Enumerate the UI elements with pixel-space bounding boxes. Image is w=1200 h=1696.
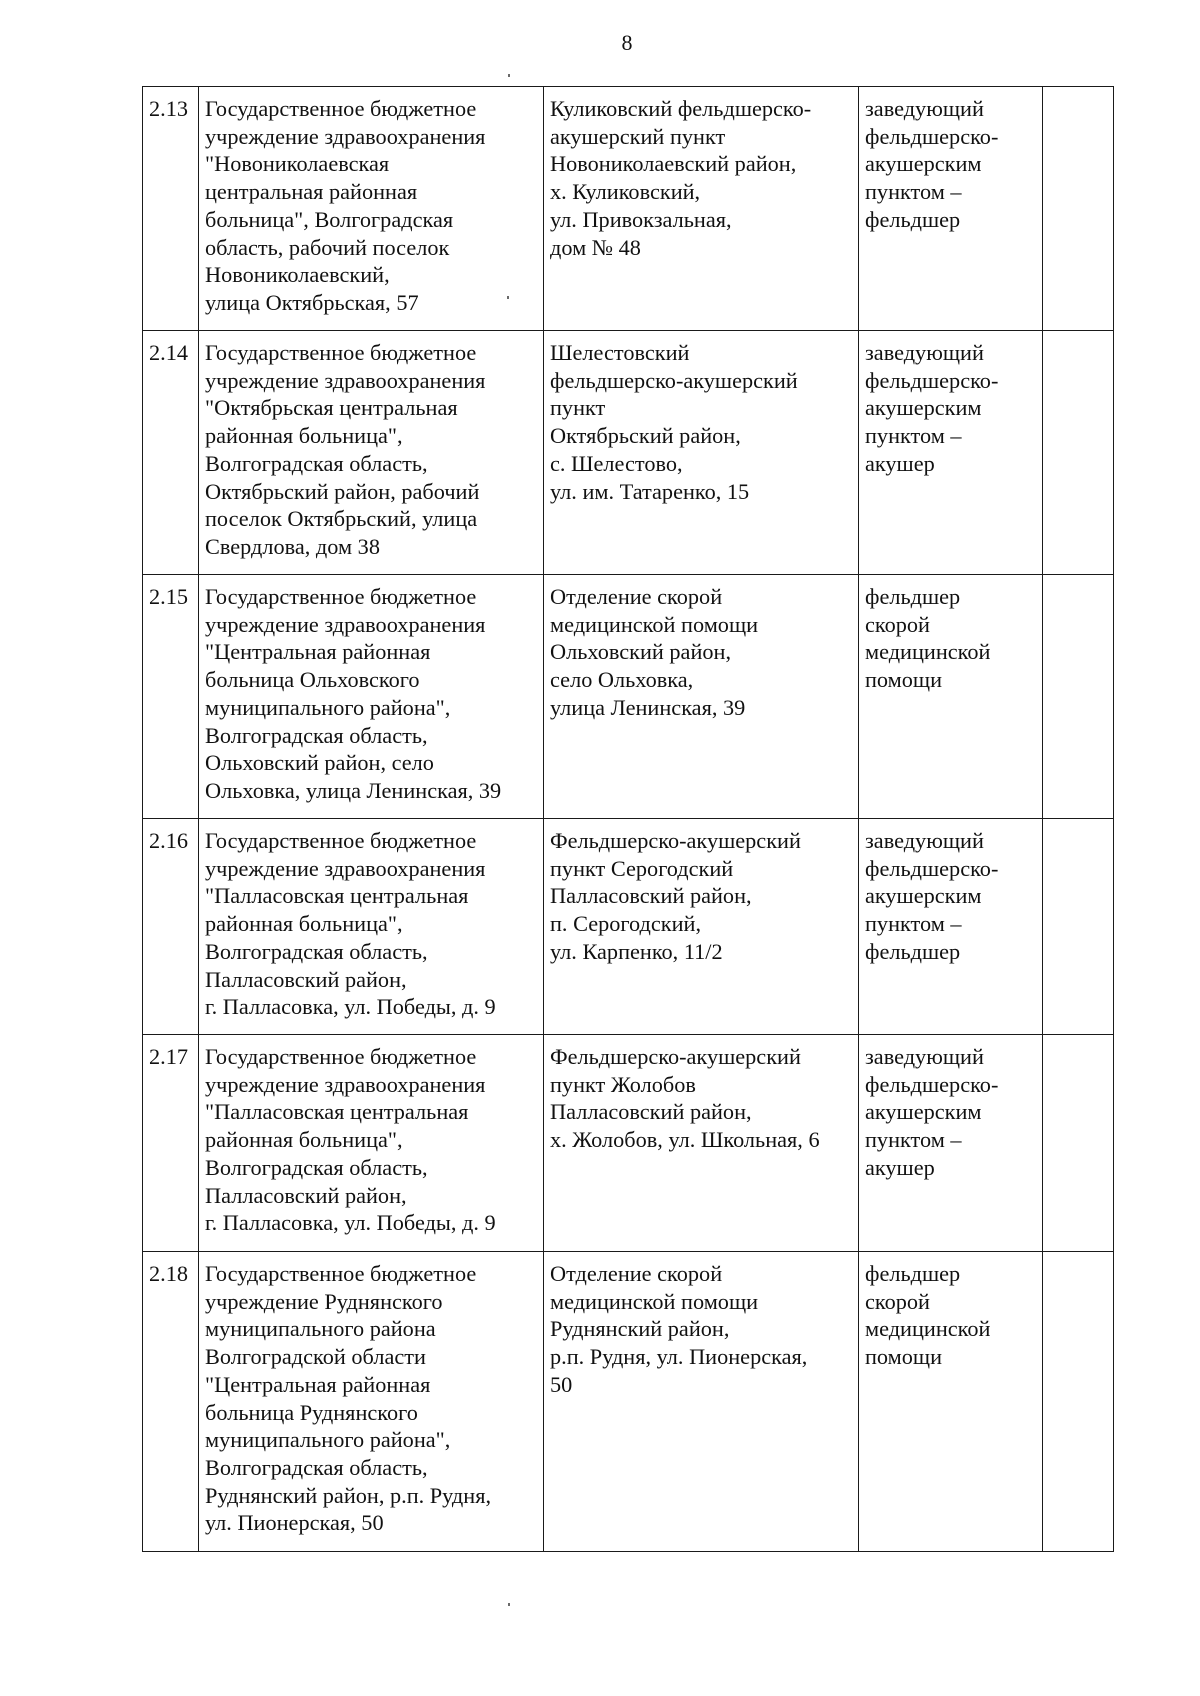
position-line: фельдшерско- bbox=[865, 855, 999, 881]
organization-line: Палласовский район, bbox=[205, 1182, 407, 1208]
row-number-cell bbox=[143, 1252, 199, 1552]
row-number-cell bbox=[143, 819, 199, 1035]
position-line: фельдшерско- bbox=[865, 123, 999, 149]
row-number: 2.18 bbox=[149, 1261, 189, 1286]
position-line: скорой bbox=[865, 611, 930, 637]
organization-line: Государственное бюджетное bbox=[205, 96, 477, 121]
organization-line: поселок Октябрьский, улица bbox=[205, 506, 478, 532]
row-number-cell bbox=[143, 1035, 199, 1252]
table-row bbox=[143, 819, 1114, 1035]
organization-line: Государственное бюджетное bbox=[205, 1044, 477, 1069]
workplace-line: с. Шелестово, bbox=[550, 450, 683, 476]
organization-line: Волгоградская область, bbox=[205, 1454, 428, 1480]
workplace-line: пункт Серогодский bbox=[550, 855, 734, 881]
organization-line: районная больница", bbox=[205, 911, 403, 937]
position-line: фельдшер bbox=[865, 206, 961, 232]
position-cell bbox=[859, 1252, 1043, 1552]
workplace-line: дом № 48 bbox=[550, 234, 641, 260]
workplace-line: акушерский пункт bbox=[550, 123, 726, 149]
organization-line: Государственное бюджетное bbox=[205, 584, 477, 609]
organization-line: Волгоградская область, bbox=[205, 938, 428, 964]
row-number: 2.15 bbox=[149, 584, 189, 609]
organization-line: Волгоградская область, bbox=[205, 722, 428, 748]
organization-line: муниципального района", bbox=[205, 694, 451, 720]
table-row bbox=[143, 1252, 1114, 1552]
organization-line: районная больница", bbox=[205, 1127, 403, 1153]
position-line: акушерским bbox=[865, 883, 982, 909]
workplace-line: Шелестовский bbox=[550, 340, 690, 365]
position-cell bbox=[859, 1035, 1043, 1252]
organization-line: учреждение здравоохранения bbox=[205, 367, 486, 393]
position-line: заведующий bbox=[865, 96, 984, 121]
organization-line: Волгоградская область, bbox=[205, 1154, 428, 1180]
workplace-line: Руднянский район, bbox=[550, 1316, 730, 1342]
row-number-cell bbox=[143, 87, 199, 331]
organization-line: муниципального района", bbox=[205, 1427, 451, 1453]
blank-cell bbox=[1043, 1035, 1114, 1252]
organization-line: Ольховка, улица Ленинская, 39 bbox=[205, 777, 502, 803]
workplace-line: село Ольховка, bbox=[550, 667, 694, 693]
position-cell bbox=[859, 87, 1043, 331]
organization-line: центральная районная bbox=[205, 179, 418, 205]
organization-line: районная больница", bbox=[205, 423, 403, 449]
position-line: помощи bbox=[865, 667, 943, 693]
row-number: 2.16 bbox=[149, 828, 189, 853]
organization-line: учреждение здравоохранения bbox=[205, 855, 486, 881]
position-line: акушерским bbox=[865, 395, 982, 421]
workplace-line: ул. Привокзальная, bbox=[550, 206, 732, 232]
table-row bbox=[143, 575, 1114, 819]
organization-line: г. Палласовка, ул. Победы, д. 9 bbox=[205, 1210, 496, 1236]
position-cell bbox=[859, 331, 1043, 575]
scan-speck bbox=[507, 296, 509, 299]
scan-speck bbox=[508, 1603, 510, 1606]
workplace-line: х. Жолобов, ул. Школьная, 6 bbox=[550, 1127, 820, 1153]
organization-line: Руднянский район, р.п. Рудня, bbox=[205, 1482, 492, 1508]
organization-line: Октябрьский район, рабочий bbox=[205, 478, 480, 504]
position-line: заведующий bbox=[865, 1044, 984, 1069]
workplace-line: ул. Карпенко, 11/2 bbox=[550, 938, 723, 964]
organization-line: больница", Волгоградская bbox=[205, 206, 454, 232]
workplace-line: Палласовский район, bbox=[550, 1099, 752, 1125]
organization-line: "Новониколаевская bbox=[205, 151, 390, 177]
position-line: пунктом – bbox=[865, 1127, 962, 1153]
organization-line: г. Палласовка, ул. Победы, д. 9 bbox=[205, 994, 496, 1020]
organization-line: учреждение здравоохранения bbox=[205, 611, 486, 637]
workplace-line: пункт Жолобов bbox=[550, 1071, 696, 1097]
blank-cell bbox=[1043, 819, 1114, 1035]
organization-line: Государственное бюджетное bbox=[205, 340, 477, 365]
position-line: скорой bbox=[865, 1288, 930, 1314]
organization-cell bbox=[199, 331, 544, 575]
organization-cell bbox=[199, 575, 544, 819]
organization-line: больница Руднянского bbox=[205, 1399, 418, 1425]
position-line: помощи bbox=[865, 1344, 943, 1370]
workplace-line: Новониколаевский район, bbox=[550, 151, 797, 177]
workplace-cell bbox=[544, 1035, 859, 1252]
organization-line: улица Октябрьская, 57 bbox=[205, 289, 419, 315]
position-line: акушер bbox=[865, 1154, 935, 1180]
page-number: 8 bbox=[621, 30, 633, 55]
organization-line: ул. Пионерская, 50 bbox=[205, 1510, 384, 1536]
workplace-line: 50 bbox=[550, 1371, 573, 1397]
organization-line: "Центральная районная bbox=[205, 639, 431, 665]
organization-line: Государственное бюджетное bbox=[205, 828, 477, 853]
blank-cell bbox=[1043, 1252, 1114, 1552]
position-line: пунктом – bbox=[865, 423, 962, 449]
position-line: фельдшер bbox=[865, 1261, 961, 1286]
organization-cell bbox=[199, 1252, 544, 1552]
position-cell bbox=[859, 575, 1043, 819]
position-line: заведующий bbox=[865, 340, 984, 365]
scan-speck bbox=[508, 74, 510, 77]
workplace-line: Ольховский район, bbox=[550, 639, 732, 665]
workplace-cell bbox=[544, 331, 859, 575]
organization-line: Свердлова, дом 38 bbox=[205, 533, 380, 559]
row-number: 2.14 bbox=[149, 340, 189, 365]
position-line: фельдшер bbox=[865, 938, 961, 964]
workplace-line: улица Ленинская, 39 bbox=[550, 694, 746, 720]
position-line: медицинской bbox=[865, 639, 991, 665]
organization-line: муниципального района bbox=[205, 1316, 436, 1342]
organization-line: Волгоградская область, bbox=[205, 450, 428, 476]
organization-cell bbox=[199, 819, 544, 1035]
position-line: заведующий bbox=[865, 828, 984, 853]
row-number-cell bbox=[143, 331, 199, 575]
workplace-line: медицинской помощи bbox=[550, 1288, 759, 1314]
organization-line: Новониколаевский, bbox=[205, 262, 390, 288]
blank-cell bbox=[1043, 575, 1114, 819]
organization-line: "Палласовская центральная bbox=[205, 883, 469, 909]
organization-cell bbox=[199, 1035, 544, 1252]
registry-table bbox=[142, 86, 1114, 1552]
workplace-line: Отделение скорой bbox=[550, 584, 723, 609]
position-line: акушерским bbox=[865, 1099, 982, 1125]
position-line: акушер bbox=[865, 450, 935, 476]
position-line: медицинской bbox=[865, 1316, 991, 1342]
organization-line: больница Ольховского bbox=[205, 667, 420, 693]
organization-cell bbox=[199, 87, 544, 331]
workplace-line: х. Куликовский, bbox=[550, 179, 701, 205]
organization-line: Волгоградской области bbox=[205, 1344, 426, 1370]
position-line: фельдшерско- bbox=[865, 1071, 999, 1097]
registry-table-body bbox=[143, 87, 1114, 1552]
workplace-cell bbox=[544, 1252, 859, 1552]
workplace-line: фельдшерско-акушерский bbox=[550, 367, 798, 393]
organization-line: учреждение Руднянского bbox=[205, 1288, 443, 1314]
position-line: пунктом – bbox=[865, 911, 962, 937]
row-number: 2.17 bbox=[149, 1044, 189, 1069]
row-number: 2.13 bbox=[149, 96, 189, 121]
organization-line: Палласовский район, bbox=[205, 966, 407, 992]
workplace-line: Фельдшерско-акушерский bbox=[550, 828, 801, 853]
table-row bbox=[143, 87, 1114, 331]
position-cell bbox=[859, 819, 1043, 1035]
organization-line: учреждение здравоохранения bbox=[205, 1071, 486, 1097]
organization-line: "Октябрьская центральная bbox=[205, 395, 458, 421]
organization-line: "Палласовская центральная bbox=[205, 1099, 469, 1125]
row-number-cell bbox=[143, 575, 199, 819]
position-line: фельдшерско- bbox=[865, 367, 999, 393]
organization-line: "Центральная районная bbox=[205, 1371, 431, 1397]
workplace-line: п. Серогодский, bbox=[550, 911, 702, 937]
organization-line: Государственное бюджетное bbox=[205, 1261, 477, 1286]
workplace-line: р.п. Рудня, ул. Пионерская, bbox=[550, 1344, 808, 1370]
organization-line: Ольховский район, село bbox=[205, 750, 434, 776]
workplace-cell bbox=[544, 87, 859, 331]
workplace-line: Октябрьский район, bbox=[550, 423, 741, 449]
blank-cell bbox=[1043, 331, 1114, 575]
organization-line: учреждение здравоохранения bbox=[205, 123, 486, 149]
workplace-line: пункт bbox=[550, 395, 606, 421]
workplace-cell bbox=[544, 819, 859, 1035]
table-row bbox=[143, 1035, 1114, 1252]
workplace-line: Куликовский фельдшерско- bbox=[550, 96, 812, 121]
table-row bbox=[143, 331, 1114, 575]
workplace-line: Отделение скорой bbox=[550, 1261, 723, 1286]
workplace-line: Фельдшерско-акушерский bbox=[550, 1044, 801, 1069]
workplace-line: медицинской помощи bbox=[550, 611, 759, 637]
blank-cell bbox=[1043, 87, 1114, 331]
workplace-cell bbox=[544, 575, 859, 819]
workplace-line: ул. им. Татаренко, 15 bbox=[550, 478, 750, 504]
organization-line: область, рабочий поселок bbox=[205, 234, 450, 260]
workplace-line: Палласовский район, bbox=[550, 883, 752, 909]
position-line: пунктом – bbox=[865, 179, 962, 205]
position-line: фельдшер bbox=[865, 584, 961, 609]
position-line: акушерским bbox=[865, 151, 982, 177]
